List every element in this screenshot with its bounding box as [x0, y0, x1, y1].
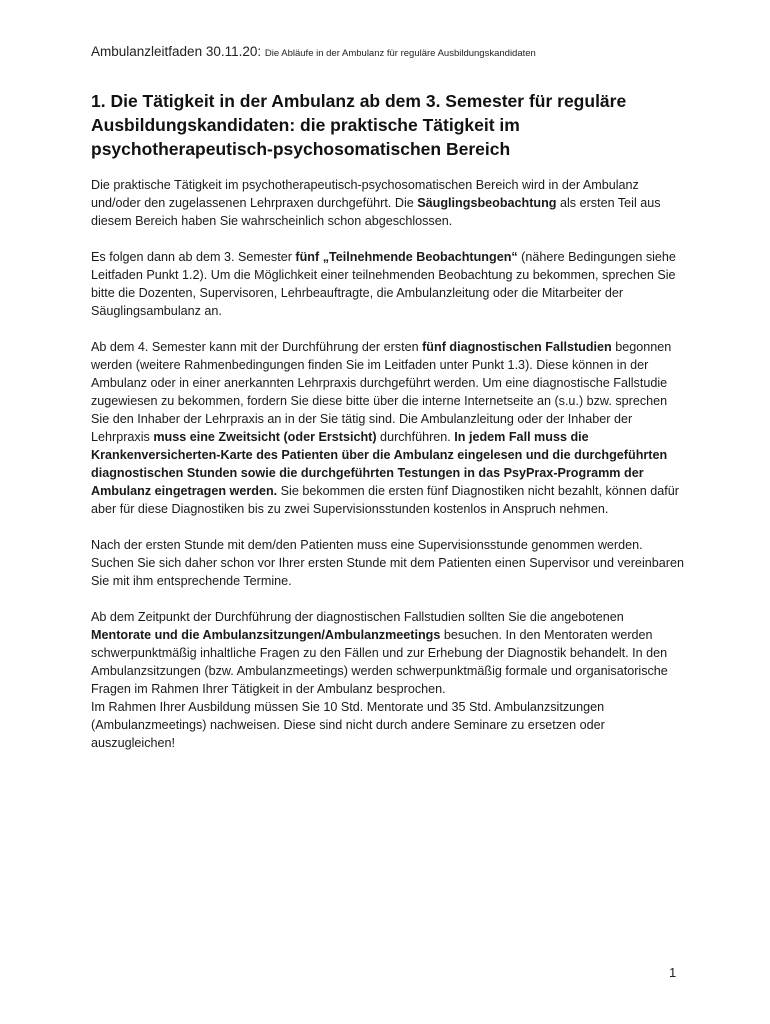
running-header [91, 44, 536, 59]
bold-term: fünf diagnostischen Fallstudien [422, 340, 612, 354]
section-heading: 1. Die Tätigkeit in der Ambulanz ab dem 3. Semester für reguläre Ausbildungskandidaten: die praktische Tätigkeit im psychotherapeutisch-psychosomatischen Bereich [91, 91, 627, 159]
page-number: 1 [669, 965, 677, 980]
bold-term: muss eine Zweitsicht (oder Erstsicht) [153, 430, 377, 444]
header-subtitle: Die Abläufe in der Ambulanz für reguläre Ausbildungskandidaten [264, 48, 536, 59]
bold-term: Säuglingsbeobachtung [417, 196, 557, 210]
text-run: Nach der ersten Stunde mit dem/den Patienten muss eine Supervisionsstunde genommen werden. Suchen Sie sich daher schon vor Ihrer ersten Stunde mit dem Patienten einen Supervisor und vereinbaren Sie mit ihm entsprechende Termine. [91, 538, 684, 588]
bold-term: fünf „Teilnehmende Beobachtungen“ [295, 250, 518, 264]
paragraph-sauglingsbeobachtung [91, 176, 687, 230]
text-run: Ab dem 4. Semester kann mit der Durchführung der ersten [91, 340, 423, 354]
text-run: Im Rahmen Ihrer Ausbildung müssen Sie 10 Std. Mentorate und 35 Std. Ambulanzsitzungen (Ambulanzmeetings) nachweisen. Diese sind nicht durch andere Seminare zu ersetzen oder auszugleichen! [91, 700, 605, 750]
text-run: als ersten Teil aus diesem Bereich haben Sie wahrscheinlich schon abgeschlossen. [91, 196, 661, 228]
bold-term: Mentorate und die Ambulanzsitzungen/Ambulanzmeetings [91, 628, 441, 642]
text-run: Die praktische Tätigkeit im psychotherapeutisch-psychosomatischen Bereich wird in der Ambulanz und/oder den zugelassenen Lehrpraxen durchgeführt. Die [91, 178, 639, 210]
text-run: durchführen. [376, 430, 455, 444]
text-run: Es folgen dann ab dem 3. Semester [91, 250, 296, 264]
paragraph-supervision [91, 536, 687, 590]
document-body [91, 176, 687, 770]
text-run: besuchen. In den Mentoraten werden schwerpunktmäßig inhaltliche Fragen zu den Fällen und zur Erhebung der Diagnostik behandelt. In den Ambulanzsitzungen (bzw. Ambulanzmeetings) werden schwerpunktmäßig formale und organisatorische Fragen im Rahmen Ihrer Tätigkeit in der Ambulanz besprochen. [91, 628, 668, 696]
text-run: Ab dem Zeitpunkt der Durchführung der diagnostischen Fallstudien sollten Sie die angebotenen [91, 610, 624, 624]
paragraph-teilnehmende-beobachtungen [91, 248, 687, 320]
text-run: Sie bekommen die ersten fünf Diagnostiken nicht bezahlt, können dafür aber für diese Diagnostiken bis zu zwei Supervisionsstunden kostenlos in Anspruch nehmen. [91, 484, 679, 516]
header-doc-title: Ambulanzleitfaden 30.11.20: [91, 44, 262, 59]
bold-requirement: In jedem Fall muss die Krankenversicherten-Karte des Patienten über die Ambulanz eingelesen und die durchgeführten diagnostischen Stunden sowie die durchgeführten Testungen in das PsyPrax-Programm der Ambulanz eingetragen werden. [91, 430, 668, 498]
paragraph-mentorate [91, 608, 687, 698]
paragraph-nachweis [91, 698, 687, 752]
text-run: (nähere Bedingungen siehe Leitfaden Punkt 1.2). Um die Möglichkeit einer teilnehmenden Beobachtung zu bekommen, sprechen Sie bitte die Dozenten, Supervisoren, Lehrbeauftragte, die Ambulanzleitung oder die Mitarbeiter der Säuglingsambulanz an. [91, 250, 676, 318]
text-run: begonnen werden (weitere Rahmenbedingungen finden Sie im Leitfaden unter Punkt 1.3). Diese können in der Ambulanz oder in einer anerkannten Lehrpraxis durchgeführt werden. Um eine diagnostische Fallstudie zugewiesen zu bekommen, fordern Sie diese bitte über die interne Internetseite an (s.u.) bzw. sprechen Sie den Inhaber der Lehrpraxis an in der Sie tätig sind. Die Ambulanzleitung oder der Inhaber der Lehrpraxis [91, 340, 672, 444]
paragraph-fallstudien [91, 338, 687, 518]
